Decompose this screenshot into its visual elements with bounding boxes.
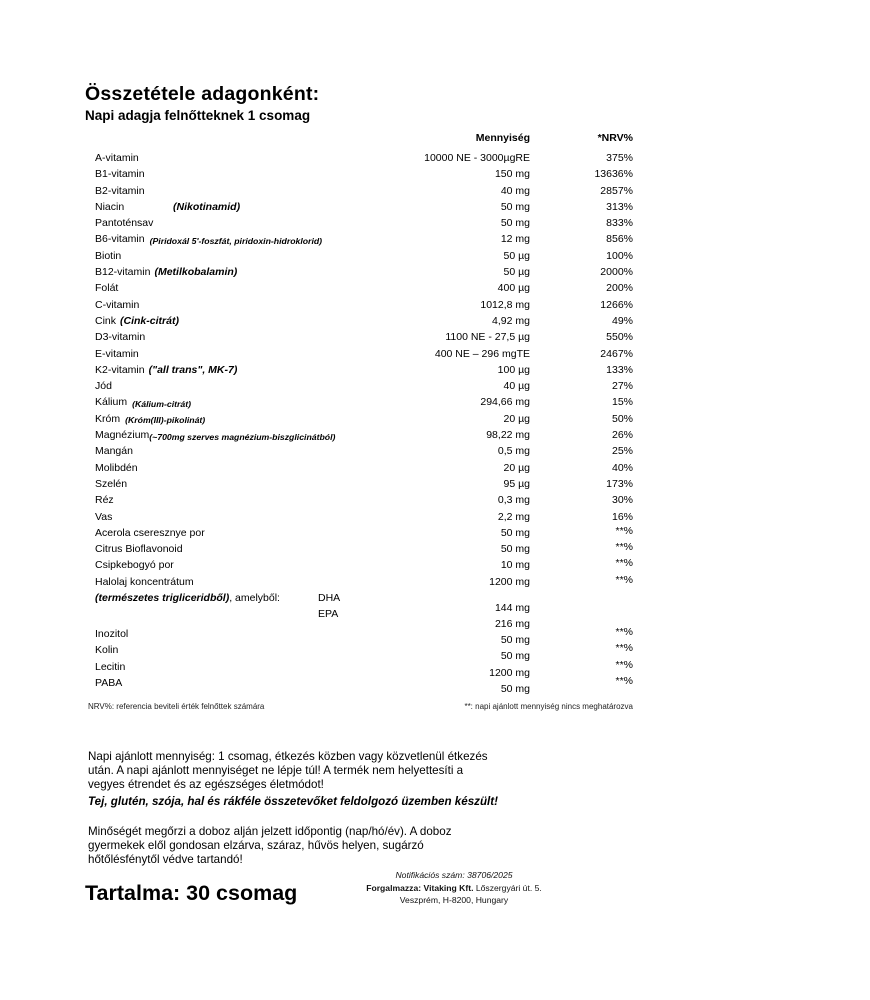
- nutrient-amount: 50 µg: [503, 249, 530, 262]
- table-row: [95, 558, 633, 574]
- usage-line: után. A napi ajánlott mennyiséget ne lépje túl! A termék nem helyettesíti a: [88, 764, 464, 777]
- notification-number: Notifikációs szám: 38706/2025: [395, 870, 513, 880]
- table-row: [95, 200, 633, 216]
- nutrient-nrv: 856%: [606, 233, 633, 246]
- nutrient-nrv: **%: [615, 557, 633, 570]
- usage-paragraph: [88, 750, 498, 809]
- nutrient-name: A-vitamin: [95, 152, 139, 164]
- nutrient-nrv: 26%: [611, 429, 633, 442]
- nutrient-nrv: 49%: [611, 314, 633, 327]
- nutrient-amount: 2,2 mg: [497, 510, 530, 523]
- table-row: [95, 298, 633, 314]
- nutrient-name: B1-vitamin: [95, 168, 145, 181]
- column-header-amount: Mennyiség: [475, 132, 530, 144]
- distributor-street: Lőszergyári út. 5.: [473, 882, 542, 893]
- nutrient-nrv: **%: [615, 674, 633, 687]
- nutrient-nrv: 16%: [611, 510, 633, 523]
- table-row: [95, 542, 633, 558]
- nutrient-nrv: **%: [615, 642, 633, 655]
- nutrient-amount: 50 mg: [500, 650, 530, 663]
- nutrient-nrv: 133%: [606, 363, 633, 376]
- nutrient-nrv: 100%: [606, 249, 633, 262]
- nutrient-amount: 98,22 mg: [486, 429, 530, 442]
- nutrient-amount: 50 mg: [500, 634, 530, 647]
- nutrient-name: E-vitamin: [95, 347, 139, 360]
- nutrient-name: Króm: [95, 412, 121, 425]
- table-row: [95, 249, 633, 265]
- nutrient-nrv: 833%: [606, 217, 633, 230]
- nutrient-amount: 100 µg: [497, 363, 530, 376]
- table-row: [95, 626, 633, 647]
- serving-subtitle: Napi adagja felnőtteknek 1 csomag: [85, 108, 311, 123]
- nutrient-form-note: (Piridoxál 5'-foszfát, piridoxin-hidroklorid): [149, 235, 323, 246]
- usage-line: vegyes étrendet és az egészséges életmódot!: [88, 778, 324, 791]
- table-row: [95, 658, 633, 679]
- table-row: [95, 232, 633, 248]
- stars-footnote: **: napi ajánlott mennyiség nincs meghatározva: [464, 702, 633, 711]
- epa-amount: 216 mg: [494, 618, 530, 631]
- nutrient-form-note: (Kálium-citrát): [132, 398, 191, 409]
- nutrient-nrv: 550%: [606, 331, 633, 344]
- table-header-row: [95, 131, 633, 151]
- nutrient-name: Molibdén: [95, 461, 138, 474]
- nutrient-name: Réz: [95, 494, 114, 507]
- nutrient-name: Acerola cseresznye por: [95, 526, 205, 539]
- nutrient-nrv: 30%: [611, 494, 633, 507]
- storage-line: gyermekek elől gondosan elzárva, száraz, hűvös helyen, sugárzó: [88, 839, 424, 852]
- nutrient-name: Pantoténsav: [95, 217, 154, 230]
- nutrient-amount: 50 mg: [500, 200, 530, 213]
- nutrient-amount: 4,92 mg: [492, 314, 530, 327]
- nutrient-name: Csipkebogyó por: [95, 559, 174, 572]
- distributor-address: Veszprém, H-8200, Hungary: [399, 895, 509, 905]
- fish-oil-detail-block: [95, 591, 633, 631]
- nutrient-nrv: **%: [615, 658, 633, 671]
- table-row: [95, 395, 633, 411]
- usage-line: Napi ajánlott mennyiség: 1 csomag, étkezés közben vagy közvetlenül étkezés: [88, 750, 488, 763]
- table-row: [95, 526, 633, 542]
- nutrient-amount: 150 mg: [494, 168, 530, 181]
- nutrient-amount: 50 mg: [500, 526, 530, 539]
- nutrient-name: B6-vitamin: [95, 233, 145, 246]
- nutrient-name: D3-vitamin: [95, 331, 146, 344]
- nutrient-nrv: 375%: [606, 152, 633, 164]
- nutrient-nrv: 2000%: [600, 266, 633, 279]
- nutrient-nrv: 40%: [611, 461, 633, 474]
- table-row: [95, 428, 633, 444]
- nutrient-name: Folát: [95, 282, 119, 295]
- nutrient-name: B12-vitamin: [95, 266, 151, 279]
- storage-line: Minőségét megőrzi a doboz alján jelzett időpontig (nap/hó/év). A doboz: [88, 825, 452, 838]
- nutrient-amount: 1200 mg: [489, 666, 530, 679]
- table-row: [95, 674, 633, 695]
- nutrient-form-note: (Metilkobalamin): [154, 266, 238, 279]
- nutrient-nrv: 13636%: [594, 168, 633, 181]
- table-row: [95, 493, 633, 509]
- nutrient-nrv: 15%: [611, 396, 633, 409]
- nutrient-nrv: 2467%: [600, 347, 633, 360]
- nutrient-name: Halolaj koncentrátum: [95, 575, 194, 588]
- column-header-nrv: *NRV%: [597, 132, 633, 144]
- table-row: [95, 477, 633, 493]
- nutrient-name: PABA: [95, 676, 123, 689]
- table-row: [95, 510, 633, 526]
- nutrient-nrv: **%: [615, 541, 633, 554]
- nutrient-name: Citrus Bioflavonoid: [95, 543, 183, 556]
- table-row: [95, 151, 633, 167]
- storage-paragraph: [88, 825, 452, 867]
- nutrient-nrv: 27%: [611, 380, 633, 393]
- table-row: [95, 363, 633, 379]
- nutrient-name: Inozitol: [95, 628, 129, 641]
- table-row: [95, 216, 633, 232]
- nutrient-nrv: 50%: [611, 412, 633, 425]
- storage-line: hőtőlésfénytől védve tartandó!: [88, 853, 243, 866]
- nutrient-form-note: (Cink-citrát): [120, 314, 179, 327]
- nutrient-amount: 400 µg: [497, 282, 530, 295]
- table-row: [95, 444, 633, 460]
- nutrient-amount: 10000 NE - 3000µgRE: [424, 152, 530, 164]
- nutrient-nrv: **%: [615, 524, 633, 537]
- table-row: [95, 184, 633, 200]
- nutrient-table: [95, 131, 633, 695]
- nutrient-form-note: ("all trans", MK-7): [148, 363, 238, 376]
- nutrient-amount: 50 mg: [500, 217, 530, 230]
- page-title: Összetétele adagonként:: [85, 83, 320, 105]
- nutrient-name: Kolin: [95, 644, 119, 657]
- nutrient-amount: 0,3 mg: [497, 494, 530, 507]
- nutrient-amount: 40 mg: [500, 184, 530, 197]
- table-row: [95, 412, 633, 428]
- nutrient-nrv: 2857%: [600, 184, 633, 197]
- nutrient-name: Kálium: [95, 396, 128, 409]
- nutrient-amount: 1012,8 mg: [480, 298, 530, 311]
- package-contents: Tartalma: 30 csomag: [85, 881, 298, 905]
- nutrient-name: C-vitamin: [95, 298, 140, 311]
- nutrient-name: Mangán: [95, 445, 133, 458]
- nutrient-form-note: (Króm(III)-pikolinát): [125, 415, 206, 426]
- table-row: [95, 575, 633, 591]
- nrv-footnote: NRV%: referencia beviteli érték felnőttek számára: [88, 702, 265, 711]
- nutrient-amount: 1200 mg: [489, 575, 530, 588]
- nutrient-nrv: **%: [615, 573, 633, 586]
- nutrient-form-note: (~700mg szerves magnézium-biszglicinátból): [149, 431, 336, 442]
- dha-label: DHA: [318, 592, 341, 605]
- allergen-warning: Tej, glutén, szója, hal és rákféle összetevőket feldolgozó üzemben készült!: [88, 795, 498, 808]
- distributor-block: [338, 869, 570, 907]
- nutrient-amount: 20 µg: [503, 461, 530, 474]
- nutrient-name: Cink: [95, 314, 117, 327]
- table-row: [95, 330, 633, 346]
- nutrient-name: Biotin: [95, 249, 122, 262]
- nutrient-amount: 50 µg: [503, 266, 530, 279]
- epa-label: EPA: [318, 608, 339, 621]
- nutrient-name: Jód: [95, 380, 112, 393]
- nutrient-amount: 1100 NE - 27,5 µg: [445, 331, 530, 344]
- table-row: [95, 347, 633, 363]
- nutrient-amount: 400 NE – 296 mgTE: [434, 347, 530, 360]
- table-row: [95, 379, 633, 395]
- nutrient-amount: 40 µg: [503, 380, 530, 393]
- nutrient-nrv: 200%: [606, 282, 633, 295]
- table-row: [95, 281, 633, 297]
- footnotes: [88, 702, 633, 716]
- nutrient-name: Niacin: [95, 200, 125, 213]
- dha-amount: 144 mg: [494, 602, 530, 615]
- nutrient-name: Szelén: [95, 477, 128, 490]
- nutrient-amount: 0,5 mg: [497, 445, 530, 458]
- nutrient-name: Vas: [95, 510, 113, 523]
- table-row: [95, 167, 633, 183]
- distributor-line: [338, 882, 570, 895]
- distributor-name: Forgalmazza: Vitaking Kft.: [366, 882, 474, 893]
- nutrient-name: Lecitin: [95, 660, 126, 673]
- nutrient-name: K2-vitamin: [95, 363, 145, 376]
- fish-oil-source-note: (természetes trigliceridből), amelyből:: [95, 592, 280, 605]
- nutrient-form-note: (Nikotinamid): [173, 200, 241, 213]
- table-row: [95, 642, 633, 663]
- nutrient-amount: 20 µg: [503, 412, 530, 425]
- nutrient-nrv: 313%: [606, 200, 633, 213]
- nutrient-amount: 12 mg: [500, 233, 530, 246]
- nutrient-nrv: **%: [615, 626, 633, 639]
- nutrient-nrv: 1266%: [600, 298, 633, 311]
- nutrient-nrv: 25%: [611, 445, 633, 458]
- table-row: [95, 461, 633, 477]
- nutrient-amount: 50 mg: [500, 682, 530, 695]
- table-row: [95, 314, 633, 330]
- nutrient-amount: 10 mg: [500, 559, 530, 572]
- table-row: [95, 265, 633, 281]
- nutrient-amount: 50 mg: [500, 543, 530, 556]
- nutrient-nrv: 173%: [606, 477, 633, 490]
- nutrient-amount: 95 µg: [503, 477, 530, 490]
- nutrient-amount: 294,66 mg: [480, 396, 530, 409]
- nutrient-name: Magnézium: [95, 429, 150, 442]
- nutrient-name: B2-vitamin: [95, 184, 145, 197]
